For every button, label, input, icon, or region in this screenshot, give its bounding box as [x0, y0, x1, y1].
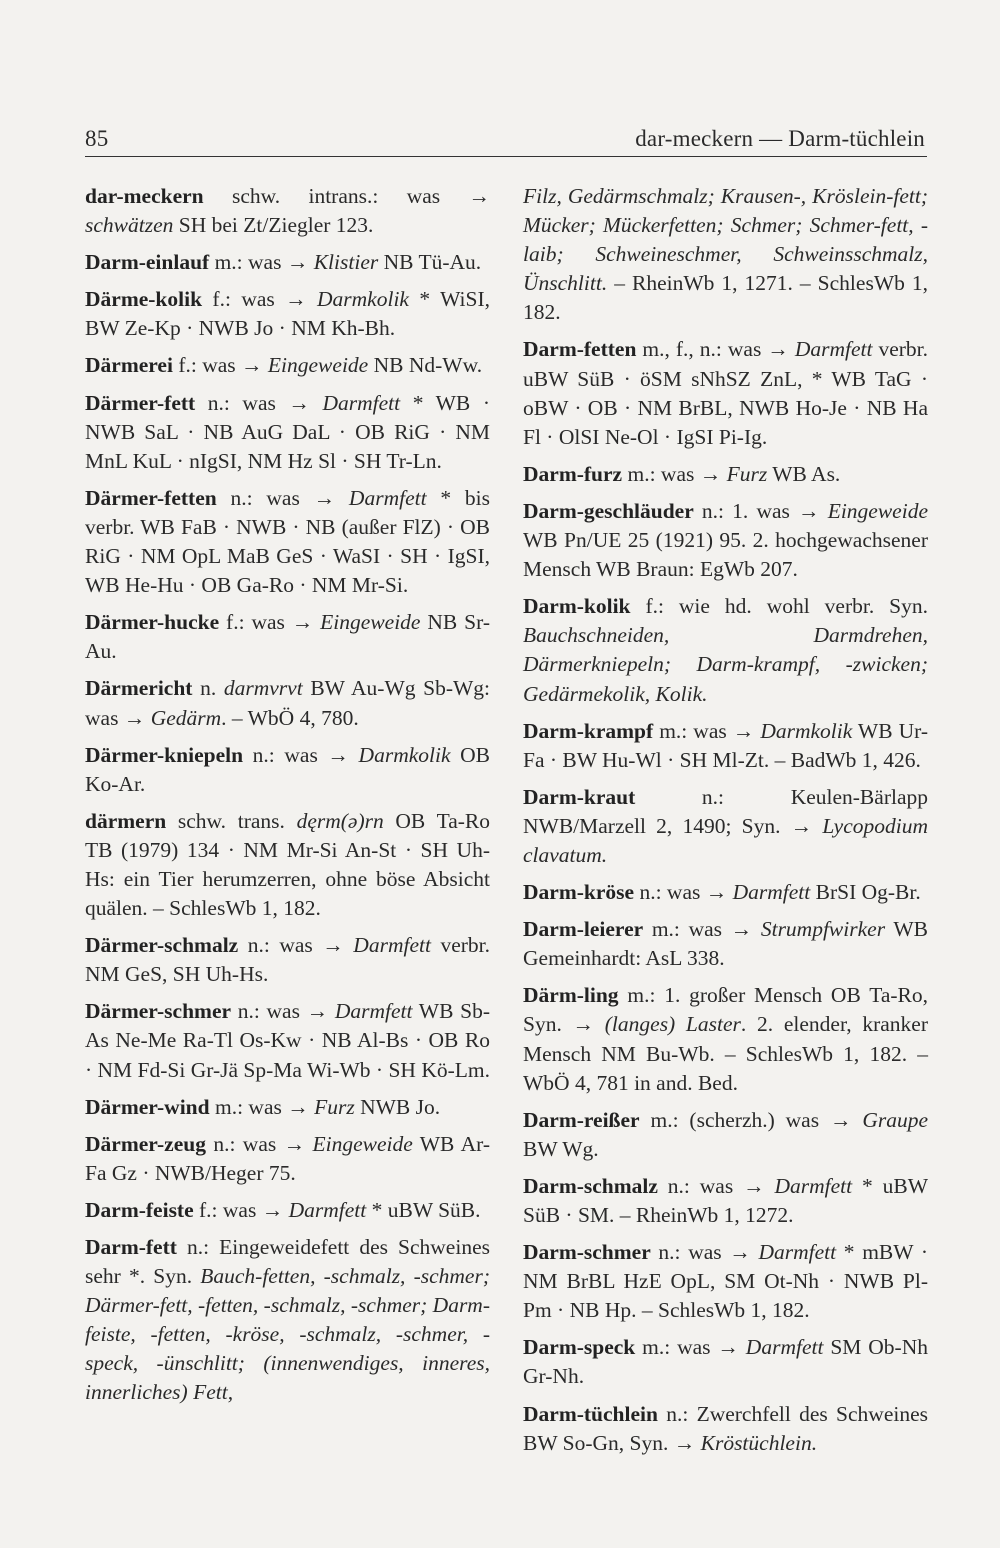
dictionary-entry: [523, 460, 928, 489]
dictionary-entry: [523, 878, 928, 907]
entry-text: SH bei Zt/Ziegler 123.: [173, 213, 374, 238]
dictionary-entry: [85, 674, 490, 732]
entry-headword: Därmer-wind: [85, 1094, 210, 1119]
entry-italic-text: Darmfett: [334, 999, 413, 1024]
dictionary-entry: [85, 608, 490, 666]
entry-text: * uBW SüB · SM. – RheinWb 1, 1272.: [523, 1173, 928, 1227]
entry-text: . – WbÖ 4, 780.: [221, 705, 359, 730]
entry-text: n.: was →: [216, 485, 349, 510]
entry-text: NB Nd-Ww.: [368, 353, 483, 378]
entry-italic-text: (langes) Laster: [604, 1012, 741, 1037]
page-number: 85: [85, 126, 109, 151]
entry-text: BW Wg.: [523, 1136, 599, 1161]
left-column: [85, 182, 490, 1416]
entry-headword: Darm-fett: [85, 1235, 177, 1259]
entry-headword: Därmer-schmalz: [85, 933, 239, 958]
dictionary-entry: [85, 741, 490, 799]
entry-italic-text: schwätzen: [85, 213, 174, 238]
entry-text: NWB Jo.: [354, 1094, 441, 1119]
entry-headword: Darm-reißer: [523, 1107, 640, 1132]
entry-text: WB As.: [767, 461, 841, 486]
entry-text: n.: was →: [205, 1131, 313, 1156]
entry-italic-text: Filz, Gedärmschmalz; Krausen-, Kröslein-fett; Mücker; Mückerfetten; Schmer; Schmer-fett, -laib; Schweineschmer, Schweinsschmalz, Ünschlitt.: [523, 184, 928, 296]
entry-italic-text: Darmfett: [732, 880, 811, 905]
dictionary-entry: [523, 497, 928, 584]
entry-text: m.: was →: [622, 461, 727, 486]
dictionary-entry: [523, 182, 928, 327]
entry-text: . 2. elender, kranker Mensch NM Bu-Wb. – SchlesWb 1, 182. – WbÖ 4, 781 in and. Bed.: [523, 1012, 928, 1095]
entry-headword: Darm-geschläuder: [523, 498, 694, 523]
dictionary-entry: [523, 981, 928, 1097]
entry-italic-text: Darmkolik: [358, 742, 451, 767]
dictionary-entry: [85, 389, 490, 476]
entry-text: m., f., n.: was →: [636, 337, 795, 362]
dictionary-entry: [85, 182, 490, 240]
dictionary-entry: [523, 592, 928, 708]
dictionary-entry: [523, 335, 928, 451]
dictionary-entry: [85, 1093, 490, 1122]
entry-italic-text: Lycopodium clavatum.: [523, 813, 928, 867]
entry-italic-text: Darmfett: [774, 1173, 853, 1198]
entry-headword: Darm-kolik: [523, 594, 631, 619]
entry-text: m.: was →: [209, 1094, 315, 1119]
entry-text: * mBW · NM BrBL HzE OpL, SM Ot-Nh · NWB Pl-Pm · NB Hp. – SchlesWb 1, 182.: [523, 1240, 928, 1323]
dictionary-entry: [85, 1233, 490, 1408]
entry-headword: Darm-speck: [523, 1335, 636, 1360]
dictionary-entry: [85, 351, 490, 380]
dictionary-entry: [523, 783, 928, 870]
entry-text: n.: [192, 676, 224, 701]
entry-headword: Därmer-hucke: [85, 610, 220, 635]
right-column: [523, 182, 928, 1466]
entry-headword: Därmer-fett: [85, 390, 196, 415]
dictionary-entry: [85, 248, 490, 277]
entry-headword: Darm-leierer: [523, 917, 644, 942]
entry-italic-text: Darmfett: [758, 1240, 837, 1265]
entry-italic-text: darmvrvt: [223, 676, 303, 701]
page-header: [85, 124, 927, 157]
entry-text: m.: was →: [653, 718, 761, 743]
entry-italic-text: Strumpfwirker: [760, 917, 886, 942]
entry-italic-text: Darmfett: [288, 1197, 367, 1222]
dictionary-entry: [523, 717, 928, 775]
dictionary-entry: [85, 807, 490, 923]
entry-text: WB Ar-Fa Gz · NWB/Heger 75.: [85, 1131, 490, 1185]
entry-headword: Darm-schmalz: [523, 1173, 658, 1198]
entry-text: f.: was →: [219, 610, 321, 635]
entry-text: – RheinWb 1, 1271. – SchlesWb 1, 182.: [523, 271, 928, 325]
entry-text: n.: was →: [243, 742, 359, 767]
entry-italic-text: dęrm(ə)rn: [296, 808, 384, 833]
entry-headword: Darm-kröse: [523, 880, 635, 905]
entry-italic-text: Gedärm: [150, 705, 222, 730]
entry-headword: Därme-kolik: [85, 287, 203, 312]
entry-headword: Därm-ling: [523, 983, 619, 1008]
entry-italic-text: Eingeweide: [827, 498, 928, 523]
dictionary-entry: [523, 1333, 928, 1391]
entry-text: SM Ob-Nh Gr-Nh.: [523, 1335, 928, 1389]
entry-italic-text: Bauch-fetten, -schmalz, -schmer; Därmer-fett, -fetten, -schmalz, -schmer; Darm-feiste, -fetten, -kröse, -schmalz, -schmer, -speck, -ünschlitt; (innenwendiges, inneres, innerliches) Fett,: [85, 1264, 490, 1405]
entry-italic-text: Eingeweide: [312, 1131, 413, 1156]
entry-italic-text: Furz: [726, 461, 768, 486]
dictionary-entry: [85, 1130, 490, 1188]
entry-text: schw. trans.: [166, 808, 297, 833]
entry-headword: Därmer-zeug: [85, 1131, 206, 1156]
entry-italic-text: Darmkolik: [317, 287, 409, 312]
dictionary-entry: [85, 285, 490, 343]
entry-text: n.: Eingeweidefett des Schweines sehr *. Syn.: [85, 1235, 490, 1289]
entry-text: WB Ur-Fa · BW Hu-Wl · SH Ml-Zt. – BadWb 1, 426.: [523, 718, 928, 772]
entry-text: n.: was →: [650, 1240, 759, 1265]
entry-italic-text: Darmfett: [745, 1335, 824, 1360]
entry-text: m.: was →: [209, 250, 314, 275]
entry-text: f.: was →: [202, 287, 318, 312]
entry-italic-text: Klistier: [313, 250, 379, 275]
entry-text: verbr. NM GeS, SH Uh-Hs.: [85, 933, 490, 987]
entry-headword: Därmerei: [85, 353, 173, 378]
entry-text: * WiSI, BW Ze-Kp · NWB Jo · NM Kh-Bh.: [85, 287, 490, 341]
entry-text: * uBW SüB.: [366, 1197, 481, 1222]
entry-headword: Därmericht: [85, 676, 193, 701]
entry-text: verbr. uBW SüB · öSM sNhSZ ZnL, * WB TaG · oBW · OB · NM BrBL, NWB Ho-Je · NB Ha Fl · OlSI Ne-Ol · IgSI Pi-Ig.: [523, 337, 928, 449]
entry-italic-text: Darmfett: [353, 933, 431, 958]
entry-text: n.: Zwerchfell des Schweines BW So-Gn, Syn. →: [523, 1401, 928, 1455]
entry-text: n.: was →: [657, 1173, 775, 1198]
entry-text: n.: was →: [231, 999, 335, 1024]
dictionary-entry: [85, 1196, 490, 1225]
entry-text: schw. intrans.: was →: [203, 184, 490, 208]
dictionary-entry: [85, 931, 490, 989]
entry-text: OB Ta-Ro TB (1979) 134 · NM Mr-Si An-St · SH Uh-Hs: ein Tier herumzerren, ohne böse Absicht quälen. – SchlesWb 1, 182.: [85, 808, 490, 921]
dictionary-entry: [523, 915, 928, 973]
entry-headword: Darm-schmer: [523, 1240, 651, 1265]
entry-text: BW Au-Wg Sb-Wg: was →: [85, 676, 491, 730]
entry-italic-text: Darmfett: [348, 485, 427, 510]
dictionary-entry: [85, 484, 490, 600]
dictionary-entry: [523, 1400, 928, 1458]
entry-headword: Därmer-fetten: [85, 485, 217, 510]
entry-headword: Därmer-kniepeln: [85, 742, 244, 767]
entry-italic-text: Kröstüchlein.: [700, 1430, 818, 1455]
entry-italic-text: Eingeweide: [267, 353, 369, 378]
entry-italic-text: Darmfett: [794, 337, 873, 362]
entry-text: f.: was →: [193, 1197, 289, 1222]
entry-italic-text: Graupe: [862, 1107, 928, 1132]
entry-text: NB Sr-Au.: [85, 610, 490, 664]
entry-headword: Darm-feiste: [85, 1197, 194, 1222]
entry-italic-text: Bauchschneiden, Darmdrehen, Därmerkniepeln; Darm-krampf, -zwicken; Gedärmekolik, Kolik.: [523, 623, 928, 706]
entry-text: m.: 1. großer Mensch OB Ta-Ro, Syn. →: [523, 983, 928, 1037]
entry-text: WB Sb-As Ne-Me Ra-Tl Os-Kw · NB Al-Bs · OB Ro · NM Fd-Si Gr-Jä Sp-Ma Wi-Wb · SH Kö-Lm.: [85, 999, 490, 1082]
entry-text: NB Tü-Au.: [378, 250, 482, 275]
entry-headword: dar-meckern: [85, 184, 204, 208]
entry-text: m.: was →: [643, 917, 761, 942]
entry-headword: Darm-tüchlein: [523, 1401, 658, 1426]
entry-text: m.: was →: [635, 1335, 746, 1360]
entry-text: * WB · NWB SaL · NB AuG DaL · OB RiG · NM MnL KuL · nIgSI, NM Hz Sl · SH Tr-Ln.: [85, 390, 490, 473]
entry-text: n.: 1. was →: [693, 498, 828, 523]
entry-italic-text: Darmkolik: [760, 718, 853, 743]
dictionary-entry: [85, 997, 490, 1084]
entry-headword: Darm-kraut: [523, 784, 636, 809]
entry-headword: Darm-einlauf: [85, 250, 210, 275]
dictionary-entry: [523, 1106, 928, 1164]
entry-headword: Darm-krampf: [523, 718, 654, 743]
entry-headword: Darm-furz: [523, 461, 623, 486]
entry-text: n.: was →: [634, 880, 733, 905]
dictionary-entry: [523, 1238, 928, 1325]
entry-text: * bis verbr. WB FaB · NWB · NB (außer FlZ) · OB RiG · NM OpL MaB GeS · WaSI · SH · IgSI, WB He-Hu · OB Ga-Ro · NM Mr-Si.: [85, 485, 490, 598]
entry-text: BrSI Og-Br.: [810, 880, 921, 905]
running-title: dar-meckern — Darm-tüchlein: [635, 126, 925, 151]
entry-text: OB Ko-Ar.: [85, 742, 490, 796]
entry-text: n.: was →: [195, 390, 323, 415]
entry-text: n.: was →: [238, 933, 354, 958]
entry-text: f.: was →: [172, 353, 268, 378]
entry-italic-text: Darmfett: [322, 390, 401, 415]
entry-italic-text: Furz: [314, 1094, 355, 1119]
entry-text: n.: Keulen-Bärlapp NWB/Marzell 2, 1490; Syn. →: [523, 784, 928, 838]
entry-text: f.: wie hd. wohl verbr. Syn.: [630, 594, 928, 619]
entry-text: WB Pn/UE 25 (1921) 95. 2. hochgewachsener Mensch WB Braun: EgWb 207.: [523, 528, 928, 582]
entry-headword: Darm-fetten: [523, 337, 637, 362]
entry-italic-text: Eingeweide: [320, 610, 421, 635]
entry-headword: Därmer-schmer: [85, 999, 232, 1024]
entry-text: m.: (scherzh.) was →: [639, 1107, 863, 1132]
entry-headword: därmern: [85, 808, 167, 833]
entry-text: WB Gemeinhardt: AsL 338.: [523, 917, 928, 971]
dictionary-entry: [523, 1172, 928, 1230]
